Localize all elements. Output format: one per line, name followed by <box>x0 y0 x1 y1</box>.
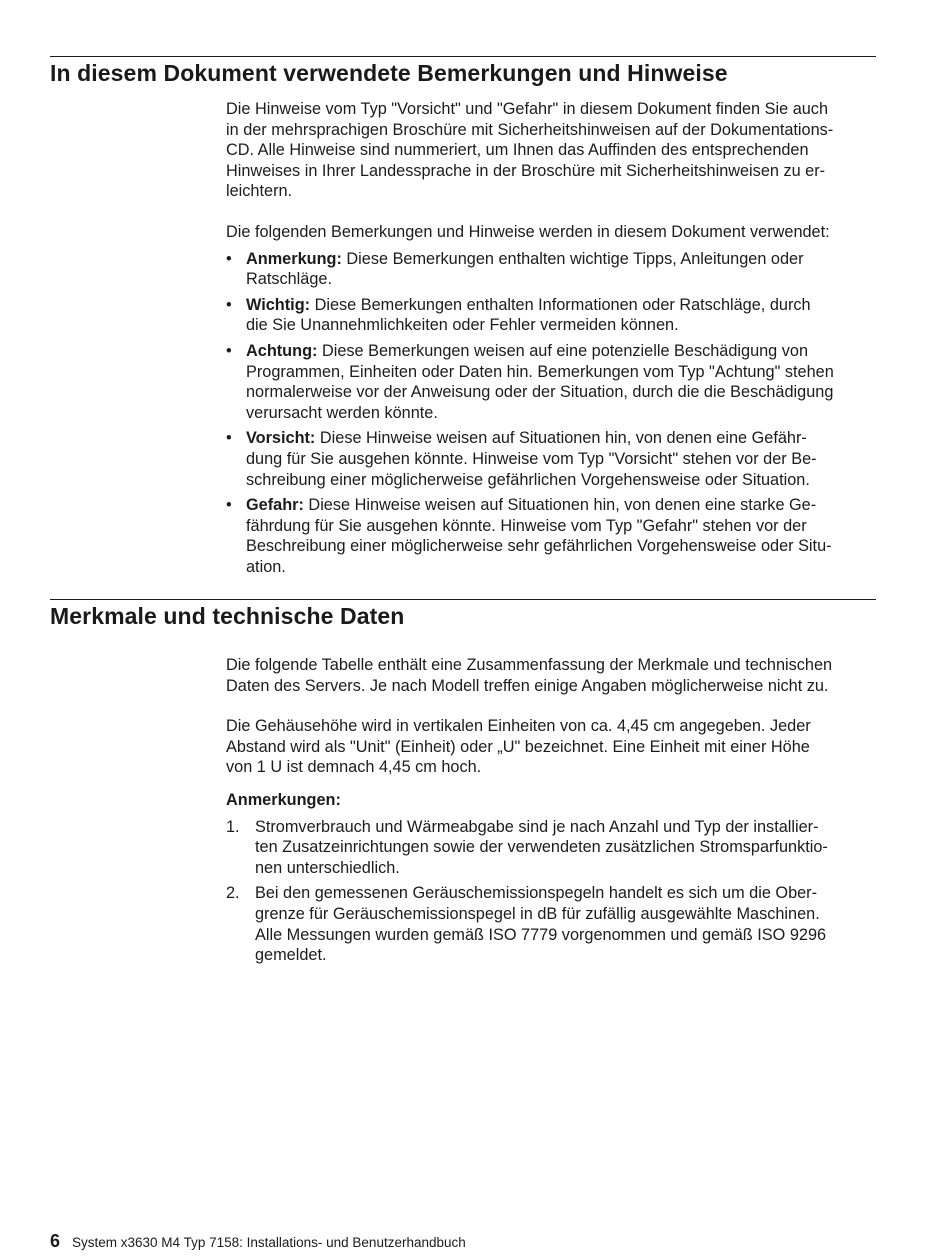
term-label: Vorsicht: <box>246 429 316 448</box>
text-line: Hinweises in Ihrer Landessprache in der Broschüre mit Sicherheitshinweisen zu er- <box>226 161 826 180</box>
text-line: die Sie Unannehmlichkeiten oder Fehler vermeiden können. <box>246 316 679 335</box>
term-label: Anmerkung: <box>246 249 342 268</box>
term-label: Wichtig: <box>246 295 311 314</box>
text-line: ation. <box>246 557 286 576</box>
text-line: gemeldet. <box>255 946 327 965</box>
text-line: Diese Bemerkungen weisen auf eine potenzielle Beschädigung von <box>317 341 809 360</box>
notes-list <box>226 817 878 966</box>
text-line: Programmen, Einheiten oder Daten hin. Bemerkungen vom Typ "Achtung" stehen <box>246 362 834 381</box>
bullet-icon: • <box>226 496 232 515</box>
page-footer <box>50 1231 466 1252</box>
notice-type-list <box>226 249 878 578</box>
bullet-icon: • <box>226 429 232 448</box>
bullet-icon: • <box>226 295 232 314</box>
list-item <box>226 428 878 490</box>
text-line: CD. Alle Hinweise sind nummeriert, um Ihnen das Auffinden des entsprechenden <box>226 141 809 160</box>
features-para-2 <box>226 716 878 778</box>
text-line: fährdung für Sie ausgehen könnte. Hinweise vom Typ "Gefahr" stehen vor der <box>246 516 807 535</box>
section-heading-notices: In diesem Dokument verwendete Bemerkungen und Hinweise <box>50 60 728 86</box>
text-line: Diese Bemerkungen enthalten Informationen oder Ratschläge, durch <box>310 295 811 314</box>
text-line: Ratschläge. <box>246 270 332 289</box>
bullet-icon: • <box>226 341 232 360</box>
text-line: Die folgende Tabelle enthält eine Zusammenfassung der Merkmale und technischen <box>226 656 833 674</box>
list-number: 1. <box>226 817 240 836</box>
text-line: Daten des Servers. Je nach Modell treffen einige Angaben möglicherweise nicht zu. <box>226 676 829 695</box>
text-line: in der mehrsprachigen Broschüre mit Sicherheitshinweisen auf der Dokumentations- <box>226 120 834 139</box>
list-item <box>226 883 878 965</box>
list-item <box>226 495 878 577</box>
text-line: von 1 U ist demnach 4,45 cm hoch. <box>226 758 482 777</box>
text-line: verursacht werden könnte. <box>246 403 438 422</box>
notices-intro-paragraph <box>226 99 878 202</box>
list-intro: Die folgenden Bemerkungen und Hinweise werden in diesem Dokument verwendet: <box>226 223 830 241</box>
list-number: 2. <box>226 884 240 903</box>
page-number: 6 <box>50 1231 61 1251</box>
text-line: ten Zusatzeinrichtungen sowie der verwendeten zusätzlichen Stromsparfunktio- <box>255 838 828 857</box>
notes-heading: Anmerkungen: <box>226 791 341 809</box>
features-para-1 <box>226 655 878 696</box>
term-label: Gefahr: <box>246 496 304 515</box>
text-line: nen unterschiedlich. <box>255 858 400 877</box>
section-rule-top <box>50 56 876 57</box>
text-line: leichtern. <box>226 182 293 201</box>
text-line: Die Hinweise vom Typ "Vorsicht" und "Gefahr" in diesem Dokument finden Sie auch <box>226 100 828 118</box>
list-item <box>226 249 878 290</box>
list-item <box>226 341 878 423</box>
list-item <box>226 817 878 879</box>
text-line: Bei den gemessenen Geräuschemissionspegeln handelt es sich um die Ober- <box>255 884 818 903</box>
text-line: dung für Sie ausgehen könnte. Hinweise vom Typ "Vorsicht" stehen vor der Be- <box>246 449 817 468</box>
notes-block <box>226 790 878 966</box>
term-label: Achtung: <box>246 341 318 360</box>
list-item <box>226 295 878 336</box>
text-line: grenze für Geräuschemissionspegel in dB für zufällig ausgewählte Maschinen. <box>255 904 820 923</box>
section-heading-features: Merkmale und technische Daten <box>50 603 405 629</box>
footer-title: System x3630 M4 Typ 7158: Installations- und Benutzerhandbuch <box>72 1235 466 1250</box>
text-line: Diese Hinweise weisen auf Situationen hin, von denen eine starke Ge- <box>303 496 817 515</box>
notices-body <box>226 99 878 202</box>
text-line: Diese Bemerkungen enthalten wichtige Tipps, Anleitungen oder <box>341 249 804 268</box>
text-line: Die Gehäusehöhe wird in vertikalen Einheiten von ca. 4,45 cm angegeben. Jeder <box>226 717 811 735</box>
notices-list-block <box>226 222 878 578</box>
bullet-icon: • <box>226 249 232 268</box>
section-rule-top <box>50 599 876 600</box>
text-line: Beschreibung einer möglicherweise sehr gefährlichen Vorgehensweise oder Situ- <box>246 537 832 556</box>
text-line: Stromverbrauch und Wärmeabgabe sind je nach Anzahl und Typ der installier- <box>255 817 819 836</box>
text-line: schreibung einer möglicherweise gefährlichen Vorgehensweise oder Situation. <box>246 470 810 489</box>
text-line: Alle Messungen wurden gemäß ISO 7779 vorgenommen und gemäß ISO 9296 <box>255 925 827 944</box>
text-line: Abstand wird als "Unit" (Einheit) oder „U" bezeichnet. Eine Einheit mit einer Höhe <box>226 737 810 756</box>
text-line: normalerweise vor der Anweisung oder der Situation, durch die die Beschädigung <box>246 383 834 402</box>
text-line: Diese Hinweise weisen auf Situationen hin, von denen eine Gefähr- <box>315 429 807 448</box>
